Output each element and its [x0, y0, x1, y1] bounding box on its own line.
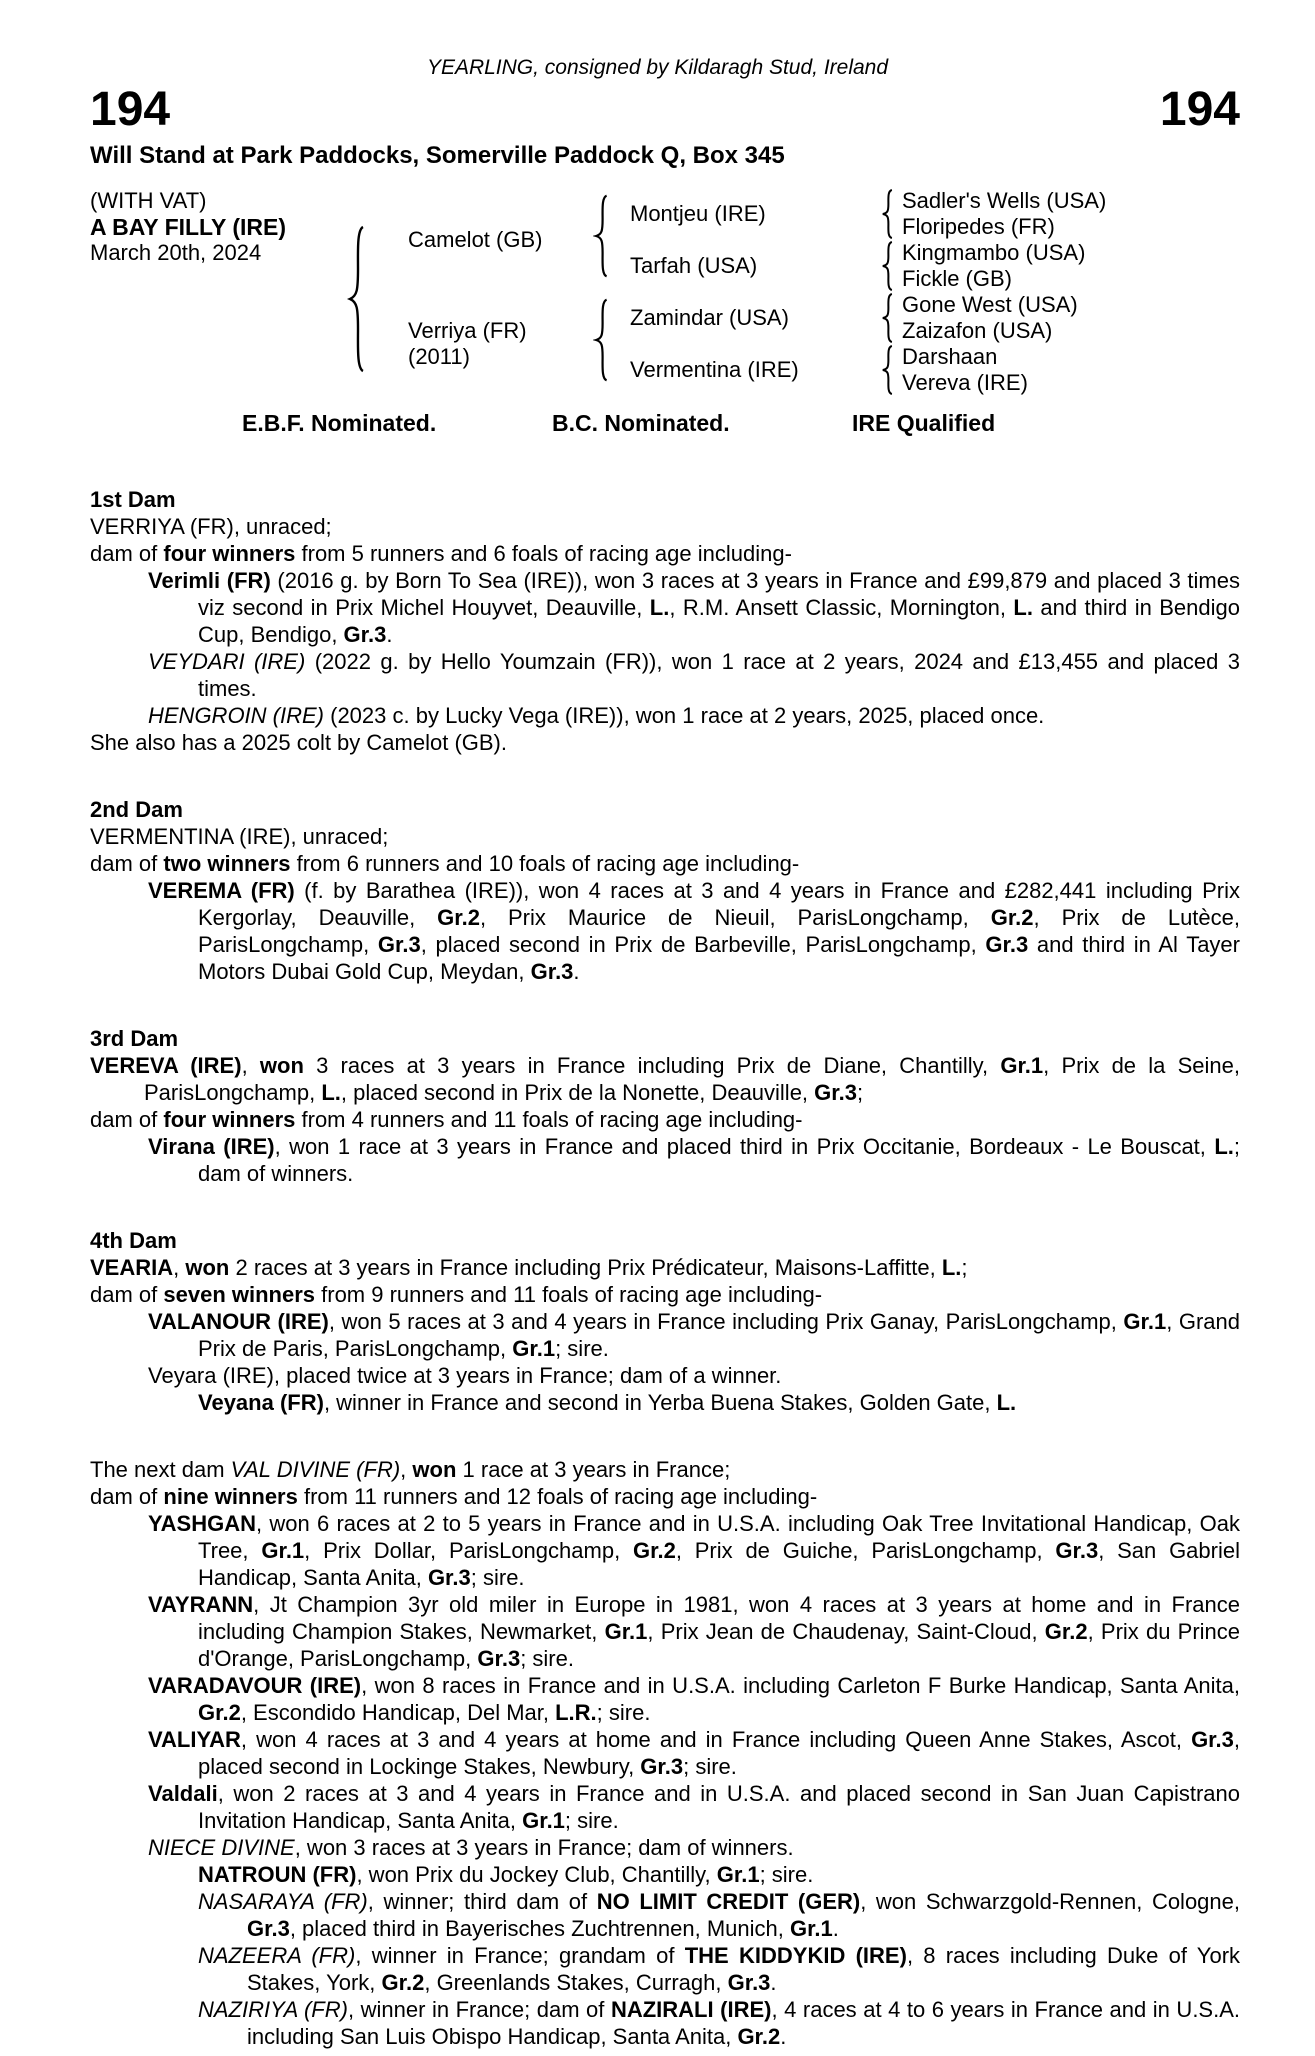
great-grandparent-5: Gone West (USA) [902, 292, 1078, 317]
lot-number-row [90, 83, 1240, 136]
ebf-nomination: E.B.F. Nominated. [242, 410, 437, 436]
dam-section [90, 1227, 1240, 1416]
pedigree-paragraph: NIECE DIVINE, won 3 races at 3 years in France; dam of winners. [148, 1835, 794, 1860]
pedigree-paragraph: VEARIA, won 2 races at 3 years in France including Prix Prédicateur, Maisons-Laffitte, L.; [90, 1255, 968, 1280]
foaling-date: March 20th, 2024 [90, 240, 262, 265]
pedigree-brace [346, 224, 366, 374]
pedigree-paragraph: dam of four winners from 4 runners and 11 foals of racing age including- [90, 1107, 803, 1132]
pedigree-brace [880, 293, 894, 343]
ire-qualified: IRE Qualified [852, 410, 996, 436]
lot-number-left: 194 [90, 83, 171, 136]
pedigree-paragraph: Veyana (FR), winner in France and second in Yerba Buena Stakes, Golden Gate, L. [198, 1390, 1017, 1415]
pedigree-paragraph: VEREMA (FR) (f. by Barathea (IRE)), won 4 races at 3 and 4 years in France and £282,441 including Prix Kergorlay, Deauville, Gr.2, Prix Maurice de Nieuil, ParisLongchamp, Gr.2, Prix de Lutèce, ParisLongchamp, Gr.3, placed second in Prix de Barbeville, ParisLongchamp, Gr.3 and third in Al Tayer Motors Dubai Gold Cup, Meydan, Gr.3. [148, 878, 1240, 984]
section-heading: 1st Dam [90, 487, 176, 512]
section-heading: 3rd Dam [90, 1026, 179, 1051]
pedigree-brace [880, 189, 894, 239]
grandsire-dam-side: Zamindar (USA) [630, 305, 789, 330]
pedigree-paragraph: Virana (IRE), won 1 race at 3 years in France and placed third in Prix Occitanie, Bordeaux - Le Bouscat, L.; dam of winners. [148, 1134, 1240, 1186]
pedigree-paragraph: dam of four winners from 5 runners and 6 foals of racing age including- [90, 541, 792, 566]
pedigree-paragraph: VAYRANN, Jt Champion 3yr old miler in Europe in 1981, won 4 races at 3 years at home and in France including Champion Stakes, Newmarket, Gr.1, Prix Jean de Chaudenay, Saint-Cloud, Gr.2, Prix du Prince d'Orange, ParisLongchamp, Gr.3; sire. [148, 1592, 1240, 1671]
section-heading: 4th Dam [90, 1228, 177, 1253]
pedigree-brace [593, 194, 609, 278]
pedigree-paragraph: NASARAYA (FR), winner; third dam of NO LIMIT CREDIT (GER), won Schwarzgold-Rennen, Cologne, Gr.3, placed third in Bayerisches Zuchtrennen, Munich, Gr.1. [198, 1889, 1241, 1941]
subject-block [90, 188, 286, 266]
pedigree-paragraph: VALANOUR (IRE), won 5 races at 3 and 4 years in France including Prix Ganay, ParisLongchamp, Gr.1, Grand Prix de Paris, ParisLongchamp, Gr.1; sire. [148, 1309, 1240, 1361]
great-grandparent-3: Kingmambo (USA) [902, 240, 1086, 265]
pedigree-brace [880, 241, 894, 291]
subject-name: A BAY FILLY (IRE) [90, 214, 286, 240]
pedigree-paragraph: Verimli (FR) (2016 g. by Born To Sea (IRE)), won 3 races at 3 years in France and £99,879 and placed 3 times viz second in Prix Michel Houyvet, Deauville, L., R.M. Ansett Classic, Mornington, L. and third in Bendigo Cup, Bendigo, Gr.3. [148, 568, 1240, 647]
great-grandparent-7: Darshaan [902, 344, 998, 369]
consignment-line: YEARLING, consigned by Kildaragh Stud, Ireland [426, 56, 889, 79]
stand-location-line: Will Stand at Park Paddocks, Somerville Paddock Q, Box 345 [90, 142, 785, 169]
pedigree-paragraph: HENGROIN (IRE) (2023 c. by Lucky Vega (IRE)), won 1 race at 2 years, 2025, placed once. [148, 703, 1045, 728]
vat-note: (WITH VAT) [90, 188, 207, 213]
great-grandparent-2: Floripedes (FR) [902, 214, 1055, 239]
pedigree-paragraph: VALIYAR, won 4 races at 3 and 4 years at home and in France including Queen Anne Stakes, Ascot, Gr.3, placed second in Lockinge Stakes, Newbury, Gr.3; sire. [148, 1727, 1240, 1779]
dam-name: Verriya (FR) [408, 318, 527, 343]
pedigree-paragraph: NAZEERA (FR), winner in France; grandam of THE KIDDYKID (IRE), 8 races including Duke of York Stakes, York, Gr.2, Greenlands Stakes, Curragh, Gr.3. [198, 1943, 1241, 1995]
pedigree-paragraph: Veyara (IRE), placed twice at 3 years in France; dam of a winner. [148, 1363, 782, 1388]
pedigree-chart [90, 188, 1240, 398]
pedigree-paragraph: YASHGAN, won 6 races at 2 to 5 years in France and in U.S.A. including Oak Tree Invitational Handicap, Oak Tree, Gr.1, Prix Dollar, ParisLongchamp, Gr.2, Prix de Guiche, ParisLongchamp, Gr.3, San Gabriel Handicap, Santa Anita, Gr.3; sire. [148, 1511, 1240, 1590]
dam-section [90, 1456, 1240, 2050]
pedigree-paragraph: Valdali, won 2 races at 3 and 4 years in France and in U.S.A. and placed second in San Juan Capistrano Invitation Handicap, Santa Anita, Gr.1; sire. [148, 1781, 1240, 1833]
grandsire-sire-side: Montjeu (IRE) [630, 201, 766, 226]
dam-section [90, 486, 1240, 756]
nominations-row [90, 410, 1240, 440]
sire-name: Camelot (GB) [408, 227, 543, 252]
pedigree-paragraph: VARADAVOUR (IRE), won 8 races in France and in U.S.A. including Carleton F Burke Handicap, Santa Anita, Gr.2, Escondido Handicap, Del Mar, L.R.; sire. [148, 1673, 1240, 1725]
great-grandparent-6: Zaizafon (USA) [902, 318, 1053, 343]
granddam-sire-side: Tarfah (USA) [630, 253, 758, 278]
pedigree-paragraph: dam of seven winners from 9 runners and 11 foals of racing age including- [90, 1282, 823, 1307]
lot-number-right: 194 [1159, 83, 1240, 136]
great-grandparent-1: Sadler's Wells (USA) [902, 188, 1107, 213]
pedigree-paragraph: dam of two winners from 6 runners and 10 foals of racing age including- [90, 851, 800, 876]
pedigree-paragraph: dam of nine winners from 11 runners and 12 foals of racing age including- [90, 1484, 818, 1509]
pedigree-paragraph: VERMENTINA (IRE), unraced; [90, 824, 389, 849]
dam-section [90, 1025, 1240, 1187]
bc-nomination: B.C. Nominated. [552, 410, 730, 436]
pedigree-paragraph: NATROUN (FR), won Prix du Jockey Club, Chantilly, Gr.1; sire. [198, 1862, 814, 1887]
pedigree-paragraph: The next dam VAL DIVINE (FR), won 1 race at 3 years in France; [90, 1457, 731, 1482]
section-heading: 2nd Dam [90, 797, 183, 822]
granddam-dam-side: Vermentina (IRE) [630, 357, 799, 382]
pedigree-paragraph: NAZIRIYA (FR), winner in France; dam of NAZIRALI (IRE), 4 races at 4 to 6 years in France and in U.S.A. including San Luis Obispo Handicap, Santa Anita, Gr.2. [198, 1997, 1241, 2049]
dam-foaling-year: (2011) [408, 344, 470, 369]
dam-section [90, 796, 1240, 985]
pedigree-paragraph: VEYDARI (IRE) (2022 g. by Hello Youmzain (FR)), won 1 race at 2 years, 2024 and £13,455 and placed 3 times. [148, 649, 1240, 701]
pedigree-paragraph: VEREVA (IRE), won 3 races at 3 years in France including Prix de Diane, Chantilly, Gr.1, Prix de la Seine, ParisLongchamp, L., placed second in Prix de la Nonette, Deauville, Gr.3; [90, 1053, 1240, 1105]
great-grandparent-8: Vereva (IRE) [902, 370, 1028, 395]
pedigree-paragraph: She also has a 2025 colt by Camelot (GB). [90, 730, 507, 755]
great-grandparent-4: Fickle (GB) [902, 266, 1012, 291]
pedigree-paragraph: VERRIYA (FR), unraced; [90, 514, 332, 539]
pedigree-brace [593, 298, 609, 382]
pedigree-sections [90, 486, 1240, 2050]
pedigree-brace [880, 345, 894, 395]
